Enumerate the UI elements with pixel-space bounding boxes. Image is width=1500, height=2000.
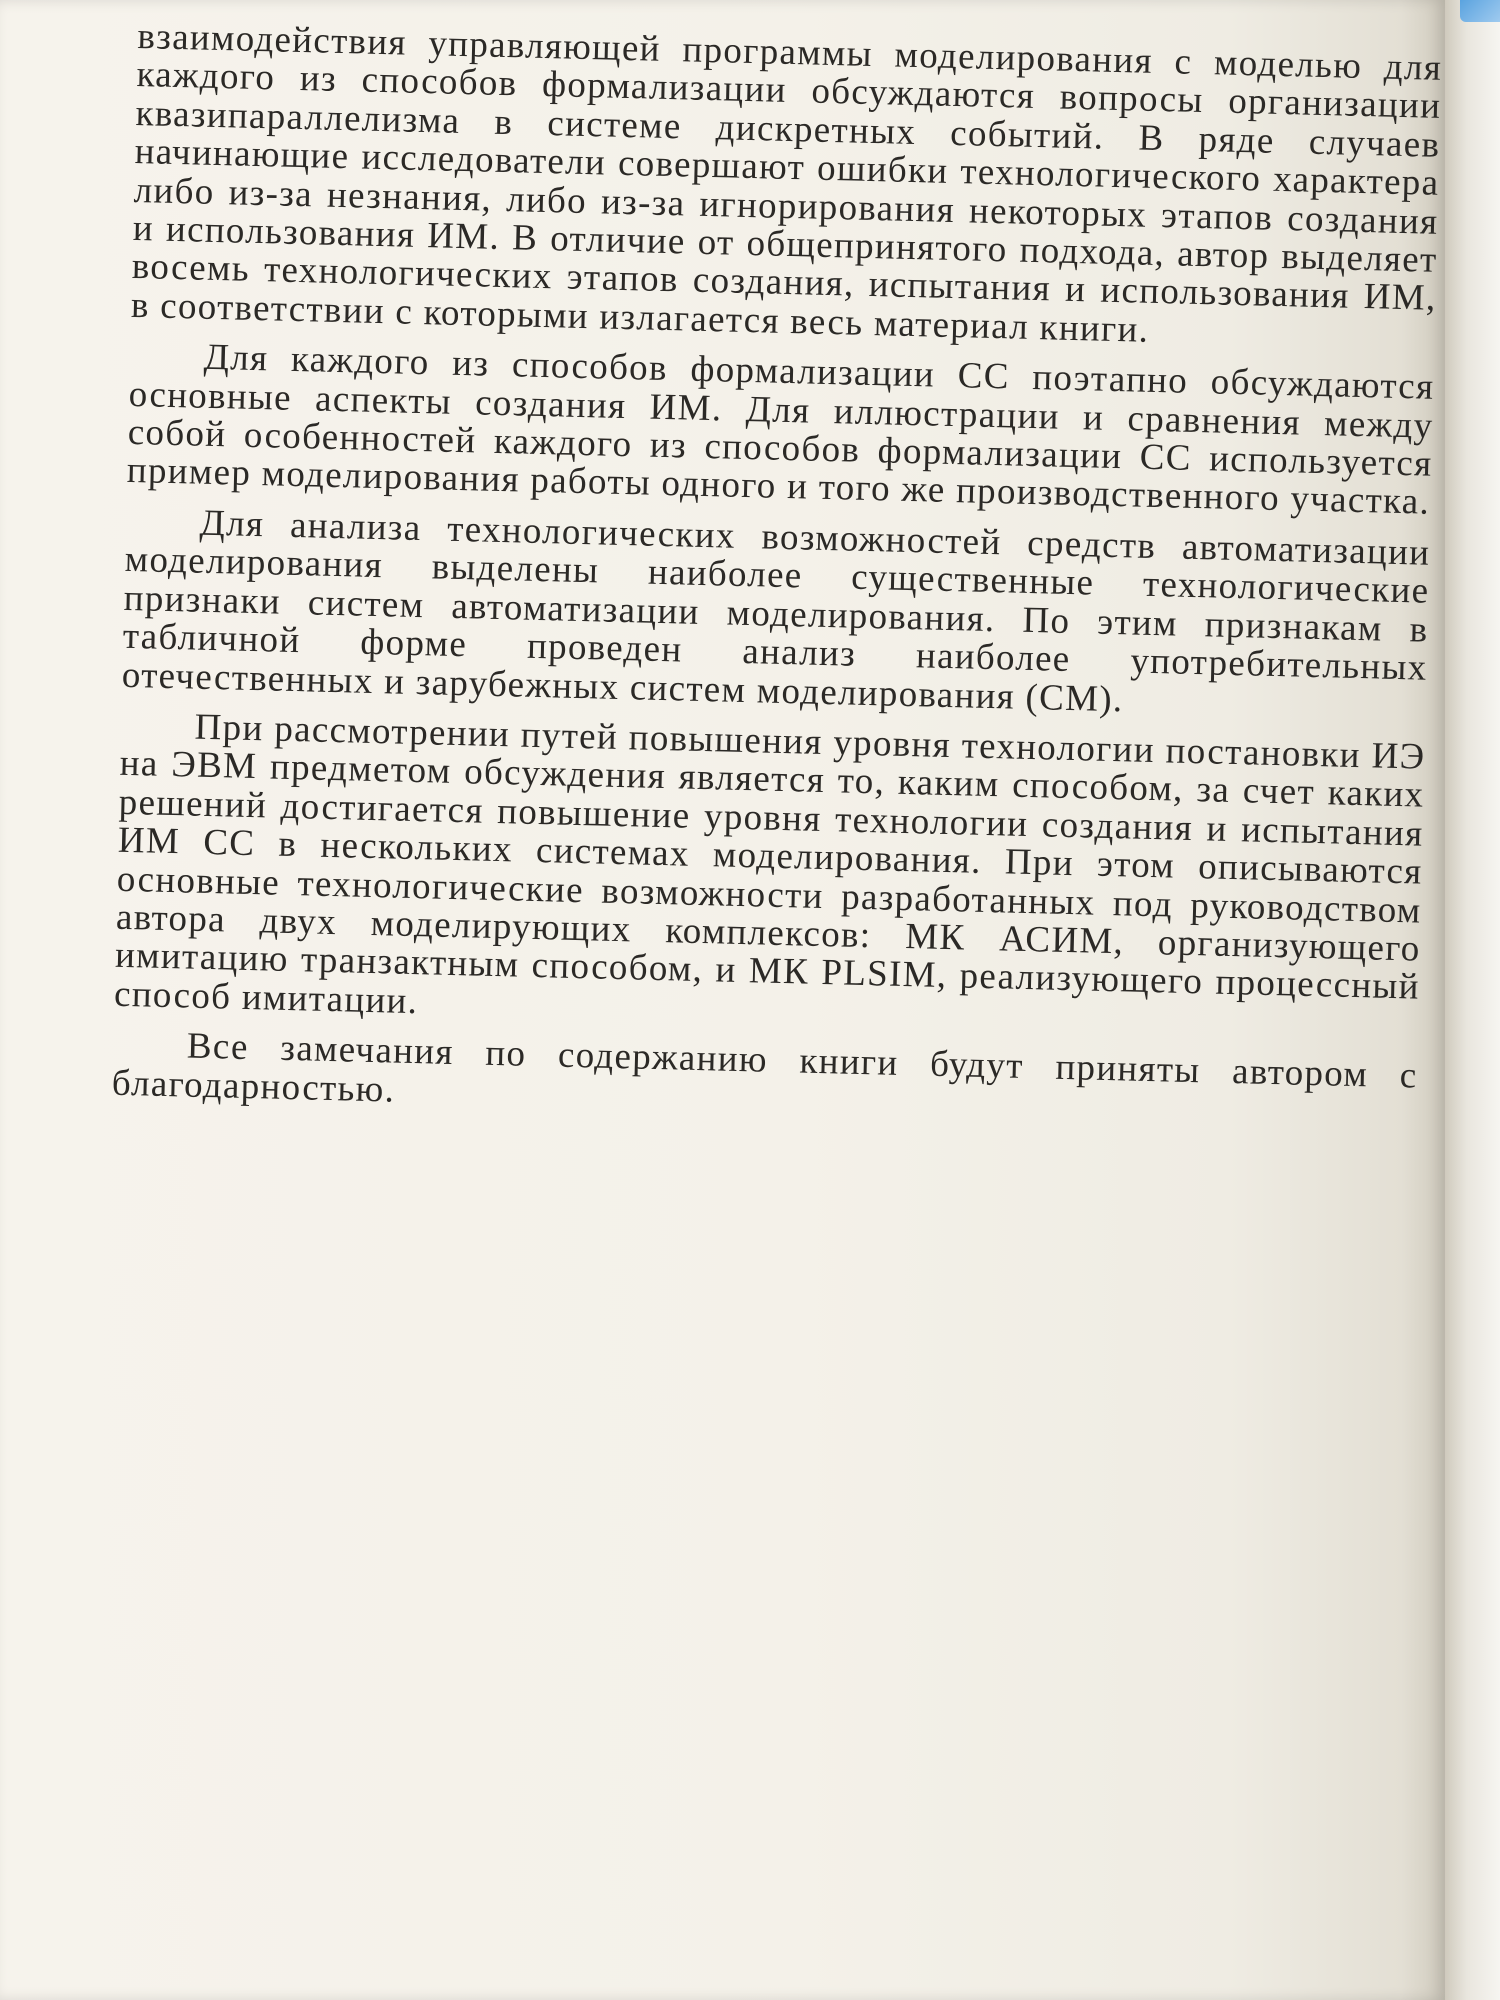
- paragraph-analysis: Для анализа технологических возможностей средств автоматизации моделирования выделены наиболее существенные технологические признаки систем автоматизации моделирования. По этим признакам в табличной форме проведен анализ наиболее употребительных отечественных и зарубежных систем моделирования (СМ).: [121, 502, 1431, 720]
- paragraph-closing: Все замечания по содержанию книги будут приняты автором с благодарностью.: [111, 1025, 1419, 1111]
- paragraph-technology: При рассмотрении путей повышения уровня технологии постановки ИЭ на ЭВМ предметом обсуждения является то, каким способом, за счет каких решений достигается повышение уровня технологии создания и испытания ИМ СС в нескольких системах моделирования. При этом описываются основные технологические возможности разработанных под руководством автора двух моделирующих комплексов: МК АСИМ, организующего имитацию транзактным способом, и МК PLSIM, реализующего процессный способ имитации.: [113, 706, 1426, 1022]
- paragraph-formalization: Для каждого из способов формализации СС поэтапно обсуждаются основные аспекты создания ИМ. Для иллюстрации и сравнения между собой особенностей каждого из способов формализации СС используется пример моделирования работы одного и того же производственного участка.: [126, 336, 1435, 524]
- page-text: [111, 18, 1442, 1147]
- page-gutter-shadow: [1445, 0, 1500, 2000]
- paragraph-continuation: взаимодействия управляющей программы моделирования с моделью для каждого из способов формализации обсуждаются вопросы организации квазипараллелизма в системе дискретных событий. В ряде случаев начинающие исследователи совершают ошибки технологического характера либо из-за незнания, либо из-за игнорирования некоторых этапов создания и использования ИМ. В отличие от общепринятого подхода, автор выделяет восемь технологических этапов создания, испытания и использования ИМ, в соответствии с которыми излагается весь материал книги.: [130, 16, 1443, 351]
- background-blue-corner: [1460, 0, 1500, 22]
